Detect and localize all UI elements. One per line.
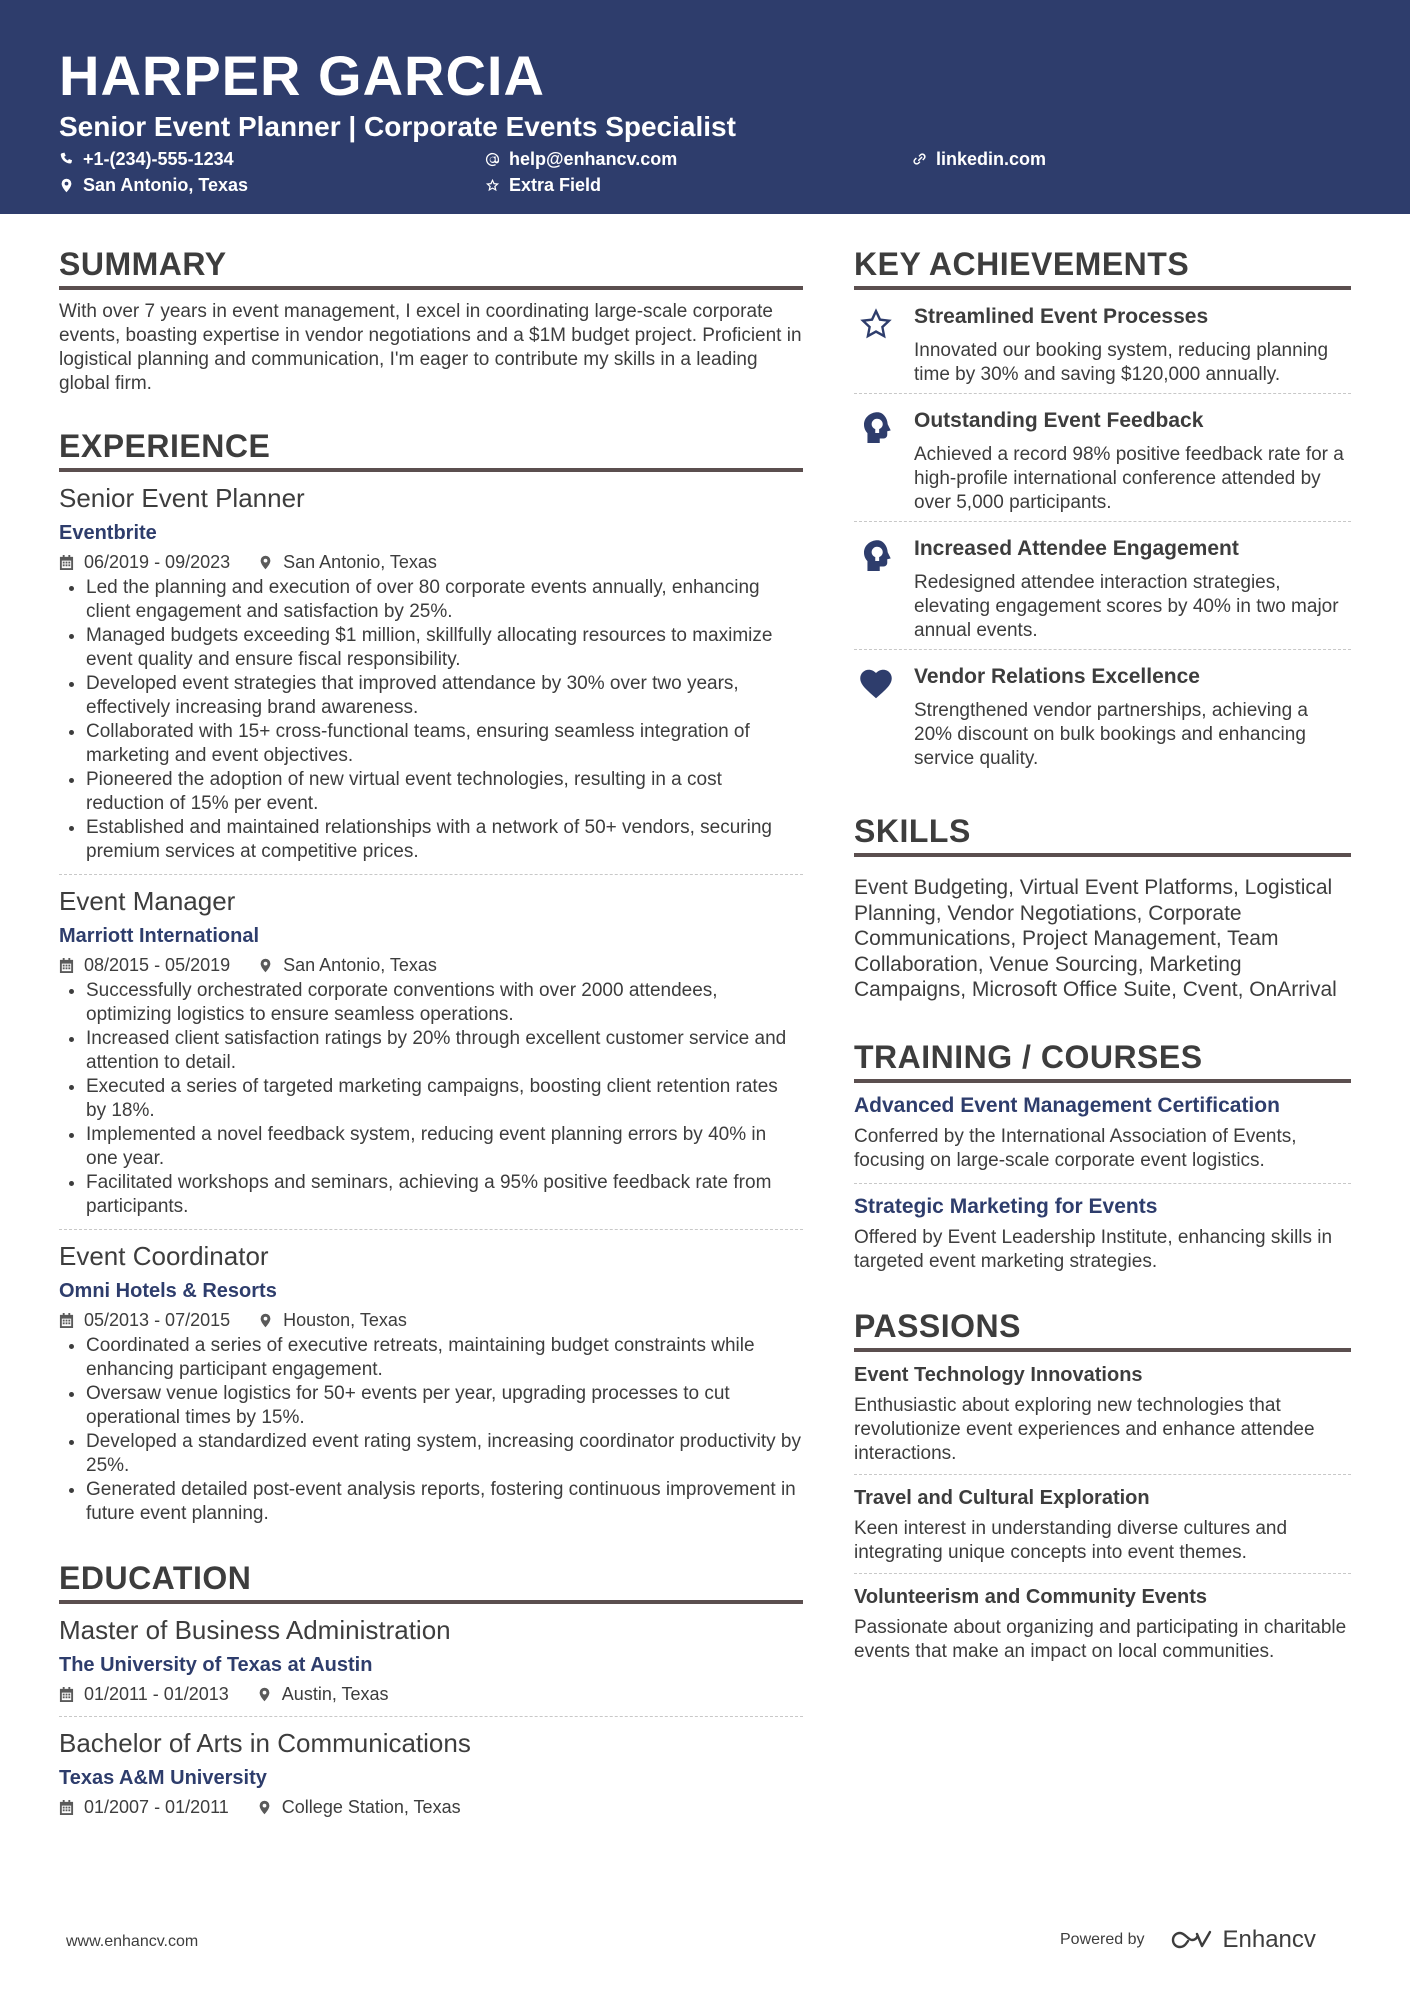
achievement-desc: Innovated our booking system, reducing planning time by 30% and saving $120,000 annually.	[914, 340, 1329, 385]
job-meta	[59, 1308, 803, 1332]
school-name: Texas A&M University	[59, 1767, 267, 1789]
bullet-item: Developed a standardized event rating system, increasing coordinator productivity by 25%.	[59, 1430, 803, 1478]
passion-entry	[854, 1362, 1351, 1475]
job-location-text: San Antonio, Texas	[283, 955, 437, 975]
location-pin-icon	[257, 1800, 272, 1815]
education-location-text: College Station, Texas	[281, 1797, 461, 1817]
bullet-item: Successfully orchestrated corporate conventions with over 2000 attendees, optimizing logistics to ensure seamless operations.	[59, 979, 803, 1027]
experience-heading: EXPERIENCE	[59, 426, 803, 472]
divider	[854, 1183, 1351, 1184]
head-icon	[858, 410, 894, 446]
passion-title: Event Technology Innovations	[854, 1363, 1143, 1386]
job-bullets	[59, 1334, 803, 1526]
location-pin-icon	[258, 1313, 273, 1328]
bullet-item: Developed event strategies that improved attendance by 30% over two years, effectively increasing brand awareness.	[59, 672, 803, 720]
location-pin-icon	[258, 958, 273, 973]
education-location	[257, 1795, 461, 1819]
divider	[854, 1474, 1351, 1475]
course-title: Strategic Marketing for Events	[854, 1194, 1158, 1218]
achievement-icon-wrap	[854, 304, 914, 387]
bullet-item: Generated detailed post-event analysis reports, fostering continuous improvement in future event planning.	[59, 1478, 803, 1526]
achievement-item	[854, 650, 1351, 777]
job-title: Event Coordinator	[59, 1241, 269, 1271]
divider	[59, 1716, 803, 1717]
achievements-heading: KEY ACHIEVEMENTS	[854, 244, 1351, 290]
education-meta	[59, 1795, 803, 1819]
passion-title: Volunteerism and Community Events	[854, 1585, 1208, 1608]
course-title: Advanced Event Management Certification	[854, 1093, 1280, 1117]
course-desc: Conferred by the International Association of Events, focusing on large-scale corporate event logistics.	[854, 1125, 1297, 1171]
divider	[59, 1229, 803, 1230]
calendar-icon	[59, 1313, 74, 1328]
contact-phone[interactable]	[59, 148, 234, 170]
job-location	[258, 550, 437, 574]
achievement-desc: Achieved a record 98% positive feedback rate for a high-profile international conference attended by over 5,000 participants.	[914, 444, 1344, 513]
job-location-text: Houston, Texas	[283, 1310, 407, 1330]
brand-name: Enhancv	[1222, 1926, 1316, 1953]
footer-website[interactable]: www.enhancv.com	[66, 1933, 199, 1950]
bullet-item: Facilitated workshops and seminars, achieving a 95% positive feedback rate from participants.	[59, 1171, 803, 1219]
contact-linkedin[interactable]	[912, 148, 1046, 170]
education-heading: EDUCATION	[59, 1558, 803, 1604]
job-title: Event Manager	[59, 886, 236, 916]
calendar-icon	[59, 1687, 74, 1702]
footer-branding	[1060, 1926, 1316, 1954]
school-name: The University of Texas at Austin	[59, 1654, 373, 1676]
bullet-item: Pioneered the adoption of new virtual event technologies, resulting in a cost reduction of 15% per event.	[59, 768, 803, 816]
job-company: Marriott International	[59, 925, 260, 947]
achievement-icon-wrap	[854, 536, 914, 643]
location-pin-icon	[257, 1687, 272, 1702]
linkedin-text: linkedin.com	[936, 149, 1047, 169]
job-title: Senior Event Planner	[59, 483, 305, 513]
job-entry	[59, 482, 803, 875]
achievement-item	[854, 522, 1351, 649]
course-entry	[854, 1194, 1351, 1274]
passion-desc: Passionate about organizing and participating in charitable events that make an impact on local communities.	[854, 1616, 1347, 1662]
skills-text: Event Budgeting, Virtual Event Platforms, Logistical Planning, Vendor Negotiations, Corporate Communications, Project Management, Team Collaboration, Venue Sourcing, Marketing Campaigns, Microsoft Office Suite, Cvent, OnArrival	[854, 876, 1337, 1001]
at-icon	[485, 152, 500, 167]
job-location	[258, 953, 437, 977]
job-entry	[59, 1240, 803, 1526]
achievement-body	[914, 664, 1351, 771]
achievement-body	[914, 304, 1351, 387]
phone-text: +1-(234)-555-1234	[83, 149, 234, 169]
heart-icon	[858, 666, 894, 702]
degree-title: Bachelor of Arts in Communications	[59, 1728, 471, 1758]
degree-title: Master of Business Administration	[59, 1615, 451, 1645]
passion-title: Travel and Cultural Exploration	[854, 1486, 1150, 1509]
achievement-title: Outstanding Event Feedback	[914, 409, 1204, 432]
job-company: Omni Hotels & Resorts	[59, 1280, 277, 1302]
job-dates: 05/2013 - 07/2015	[84, 1310, 231, 1330]
link-icon	[912, 152, 927, 167]
achievement-icon-wrap	[854, 664, 914, 771]
brand-logo[interactable]	[1169, 1926, 1316, 1954]
job-entry	[59, 885, 803, 1230]
job-meta	[59, 550, 803, 574]
divider	[854, 1573, 1351, 1574]
achievement-desc: Redesigned attendee interaction strategies, elevating engagement scores by 40% in two major annual events.	[914, 572, 1339, 641]
job-location-text: San Antonio, Texas	[283, 552, 437, 572]
bullet-item: Led the planning and execution of over 80 corporate events annually, enhancing client engagement and satisfaction by 25%.	[59, 576, 803, 624]
achievement-title: Increased Attendee Engagement	[914, 537, 1239, 560]
passion-entry	[854, 1584, 1351, 1664]
bullet-item: Implemented a novel feedback system, reducing event planning errors by 40% in one year.	[59, 1123, 803, 1171]
powered-by-text: Powered by	[1060, 1931, 1145, 1948]
candidate-name: HARPER GARCIA	[59, 44, 545, 107]
achievement-item	[854, 394, 1351, 521]
job-dates: 06/2019 - 09/2023	[84, 552, 231, 572]
achievement-title: Streamlined Event Processes	[914, 305, 1209, 328]
bullet-item: Coordinated a series of executive retreats, maintaining budget constraints while enhancing participant engagement.	[59, 1334, 803, 1382]
bullet-item: Collaborated with 15+ cross-functional teams, ensuring seamless integration of marketing and event objectives.	[59, 720, 803, 768]
star-outline-icon	[485, 178, 500, 193]
location-text: San Antonio, Texas	[83, 175, 249, 195]
email-text: help@enhancv.com	[509, 149, 678, 169]
bullet-item: Executed a series of targeted marketing campaigns, boosting client retention rates by 18%.	[59, 1075, 803, 1123]
summary-text: With over 7 years in event management, I excel in coordinating large-scale corporate events, boasting expertise in vendor negotiations and a $1M budget project. Proficient in logistical planning and communication, I'm eager to contribute my skills in a leading global firm.	[59, 301, 802, 394]
calendar-icon	[59, 958, 74, 973]
location-pin-icon	[59, 178, 74, 193]
divider	[59, 874, 803, 875]
achievement-body	[914, 536, 1351, 643]
bullet-item: Established and maintained relationships with a network of 50+ vendors, securing premium services at competitive prices.	[59, 816, 803, 864]
passion-desc: Keen interest in understanding diverse cultures and integrating unique concepts into event themes.	[854, 1517, 1288, 1563]
training-heading: TRAINING / COURSES	[854, 1037, 1351, 1083]
candidate-headline: Senior Event Planner | Corporate Events Specialist	[59, 111, 736, 142]
education-meta	[59, 1682, 803, 1706]
job-bullets	[59, 979, 803, 1219]
job-location	[258, 1308, 407, 1332]
bullet-item: Oversaw venue logistics for 50+ events per year, upgrading processes to cut operational times by 15%.	[59, 1382, 803, 1430]
left-column	[59, 244, 803, 1819]
head-icon	[858, 538, 894, 574]
education-dates: 01/2007 - 01/2011	[84, 1797, 229, 1817]
bullet-item: Increased client satisfaction ratings by 20% through excellent customer service and attention to detail.	[59, 1027, 803, 1075]
job-dates: 08/2015 - 05/2019	[84, 955, 231, 975]
course-desc: Offered by Event Leadership Institute, enhancing skills in targeted event marketing strategies.	[854, 1226, 1333, 1272]
job-bullets	[59, 576, 803, 864]
extra-text: Extra Field	[509, 175, 602, 195]
contact-email[interactable]	[485, 148, 677, 170]
education-location	[257, 1682, 389, 1706]
contact-extra	[485, 174, 601, 196]
calendar-icon	[59, 1800, 74, 1815]
achievement-icon-wrap	[854, 408, 914, 515]
right-column	[854, 244, 1351, 1664]
education-entry	[59, 1614, 803, 1717]
skills-heading: SKILLS	[854, 811, 1351, 857]
contact-location	[59, 174, 248, 196]
achievement-desc: Strengthened vendor partnerships, achieving a 20% discount on bulk bookings and enhancing service quality.	[914, 700, 1308, 769]
achievement-item	[854, 290, 1351, 393]
summary-heading: SUMMARY	[59, 244, 803, 290]
education-entry	[59, 1727, 803, 1819]
phone-icon	[59, 152, 74, 167]
passions-heading: PASSIONS	[854, 1306, 1351, 1352]
passion-desc: Enthusiastic about exploring new technologies that revolutionize event experiences and enhance attendee interactions.	[854, 1394, 1315, 1464]
job-company: Eventbrite	[59, 522, 157, 544]
course-entry	[854, 1093, 1351, 1184]
education-dates: 01/2011 - 01/2013	[84, 1684, 229, 1704]
star-icon	[858, 306, 894, 342]
passion-entry	[854, 1485, 1351, 1574]
bullet-item: Managed budgets exceeding $1 million, skillfully allocating resources to maximize event quality and ensure fiscal responsibility.	[59, 624, 803, 672]
education-location-text: Austin, Texas	[281, 1684, 389, 1704]
achievement-body	[914, 408, 1351, 515]
achievement-title: Vendor Relations Excellence	[914, 665, 1200, 688]
location-pin-icon	[258, 555, 273, 570]
resume-header	[0, 0, 1410, 214]
calendar-icon	[59, 555, 74, 570]
enhancv-logo-icon	[1169, 1928, 1215, 1952]
job-meta	[59, 953, 803, 977]
